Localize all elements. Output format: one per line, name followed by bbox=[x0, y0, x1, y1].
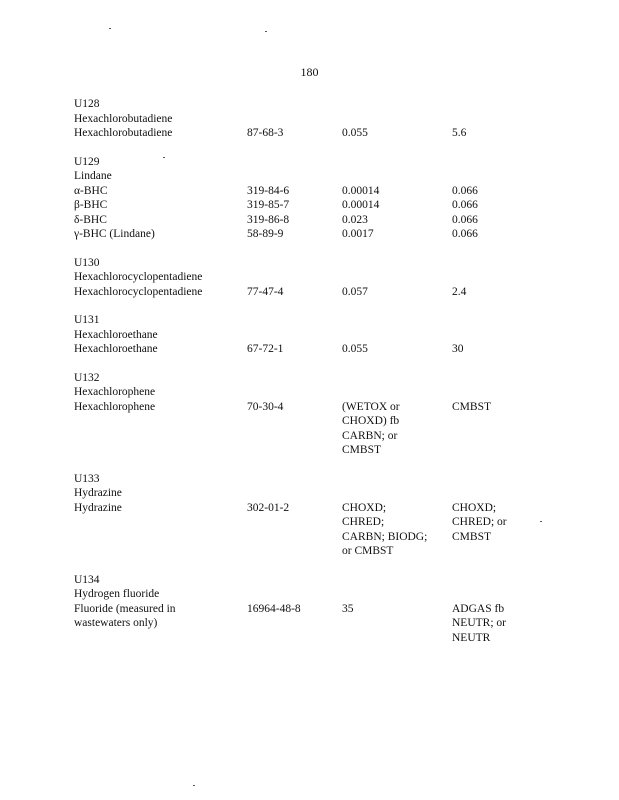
waste-section bbox=[74, 472, 574, 559]
wastewater-standard: 0.0017 bbox=[342, 228, 374, 240]
wastewater-standard: 0.00014 bbox=[342, 199, 380, 211]
waste-code: U132 bbox=[74, 371, 100, 384]
wastewater-standard: 0.00014 bbox=[342, 184, 380, 197]
scan-speck bbox=[540, 521, 542, 522]
cas-number: 58-89-9 bbox=[247, 228, 284, 240]
nonwastewater-standard: 0.066 bbox=[452, 184, 478, 197]
cas-number: 67-72-1 bbox=[247, 343, 284, 355]
waste-section bbox=[74, 573, 574, 646]
table-row bbox=[74, 227, 574, 242]
table-row bbox=[74, 198, 574, 213]
nonwastewater-standard: 0.066 bbox=[452, 228, 478, 240]
waste-section bbox=[74, 97, 574, 141]
scan-speck bbox=[163, 157, 165, 158]
cas-number: 77-47-4 bbox=[247, 285, 284, 298]
waste-section bbox=[74, 155, 574, 242]
nonwastewater-standard: 0.066 bbox=[452, 213, 478, 226]
constituent-name: Fluoride (measured in wastewaters only) bbox=[74, 602, 176, 629]
nonwastewater-standard: CHOXD; CHRED; or CMBST bbox=[452, 501, 507, 543]
waste-code: U131 bbox=[74, 314, 100, 326]
constituent-name: Hydrazine bbox=[74, 501, 122, 514]
constituent-name: δ-BHC bbox=[74, 213, 107, 226]
waste-name: Hexachlorocyclopentadiene bbox=[74, 271, 203, 283]
page-number: 180 bbox=[300, 65, 319, 79]
waste-code: U128 bbox=[74, 98, 100, 110]
constituent-name: Hexachlorophene bbox=[74, 400, 156, 413]
constituent-name: α-BHC bbox=[74, 184, 108, 197]
cas-number: 319-85-7 bbox=[247, 199, 290, 211]
waste-section bbox=[74, 313, 574, 357]
waste-name: Hydrogen fluoride bbox=[74, 588, 160, 600]
waste-code: U129 bbox=[74, 155, 100, 168]
constituent-name: Hexachlorocyclopentadiene bbox=[74, 285, 203, 298]
waste-name: Hexachlorophene bbox=[74, 386, 156, 398]
wastewater-standard: 0.057 bbox=[342, 285, 368, 298]
waste-name: Hexachlorobutadiene bbox=[74, 112, 173, 125]
cas-number: 319-86-8 bbox=[247, 213, 290, 226]
wastewater-standard: 0.055 bbox=[342, 127, 368, 139]
wastewater-standard: 0.023 bbox=[342, 213, 368, 226]
table-row bbox=[74, 342, 574, 357]
constituent-name: Hexachloroethane bbox=[74, 343, 158, 355]
wastewater-standard: (WETOX or CHOXD) fb CARBN; or CMBST bbox=[342, 400, 400, 456]
constituent-name: Hexachlorobutadiene bbox=[74, 127, 173, 139]
wastewater-standard: 35 bbox=[342, 602, 354, 615]
table-row bbox=[74, 126, 574, 141]
cas-number: 70-30-4 bbox=[247, 400, 284, 413]
nonwastewater-standard: ADGAS fb NEUTR; or NEUTR bbox=[452, 602, 506, 644]
waste-section bbox=[74, 256, 574, 300]
waste-name: Lindane bbox=[74, 170, 112, 182]
table-row bbox=[74, 285, 574, 300]
waste-code-table bbox=[74, 97, 574, 659]
table-row bbox=[74, 400, 574, 458]
waste-section bbox=[74, 371, 574, 458]
cas-number: 87-68-3 bbox=[247, 127, 284, 139]
scan-speck bbox=[265, 31, 267, 32]
wastewater-standard: 0.055 bbox=[342, 343, 368, 355]
table-row bbox=[74, 184, 574, 199]
scan-speck bbox=[109, 28, 111, 29]
table-row bbox=[74, 602, 574, 646]
nonwastewater-standard: 30 bbox=[452, 343, 464, 355]
nonwastewater-standard: 2.4 bbox=[452, 285, 467, 298]
wastewater-standard: CHOXD; CHRED; CARBN; BIODG; or CMBST bbox=[342, 501, 428, 557]
scan-speck bbox=[193, 785, 195, 786]
table-row bbox=[74, 501, 574, 559]
section-list bbox=[74, 97, 574, 645]
waste-code: U134 bbox=[74, 573, 100, 586]
nonwastewater-standard: CMBST bbox=[452, 400, 491, 413]
nonwastewater-standard: 5.6 bbox=[452, 127, 467, 139]
nonwastewater-standard: 0.066 bbox=[452, 199, 478, 211]
waste-name: Hydrazine bbox=[74, 487, 122, 499]
cas-number: 302-01-2 bbox=[247, 501, 290, 514]
constituent-name: β-BHC bbox=[74, 199, 108, 211]
waste-name: Hexachloroethane bbox=[74, 328, 158, 341]
waste-code: U133 bbox=[74, 472, 100, 485]
waste-code: U130 bbox=[74, 256, 100, 269]
cas-number: 16964-48-8 bbox=[247, 602, 301, 615]
constituent-name: γ-BHC (Lindane) bbox=[74, 228, 155, 240]
cas-number: 319-84-6 bbox=[247, 184, 290, 197]
table-row bbox=[74, 213, 574, 228]
